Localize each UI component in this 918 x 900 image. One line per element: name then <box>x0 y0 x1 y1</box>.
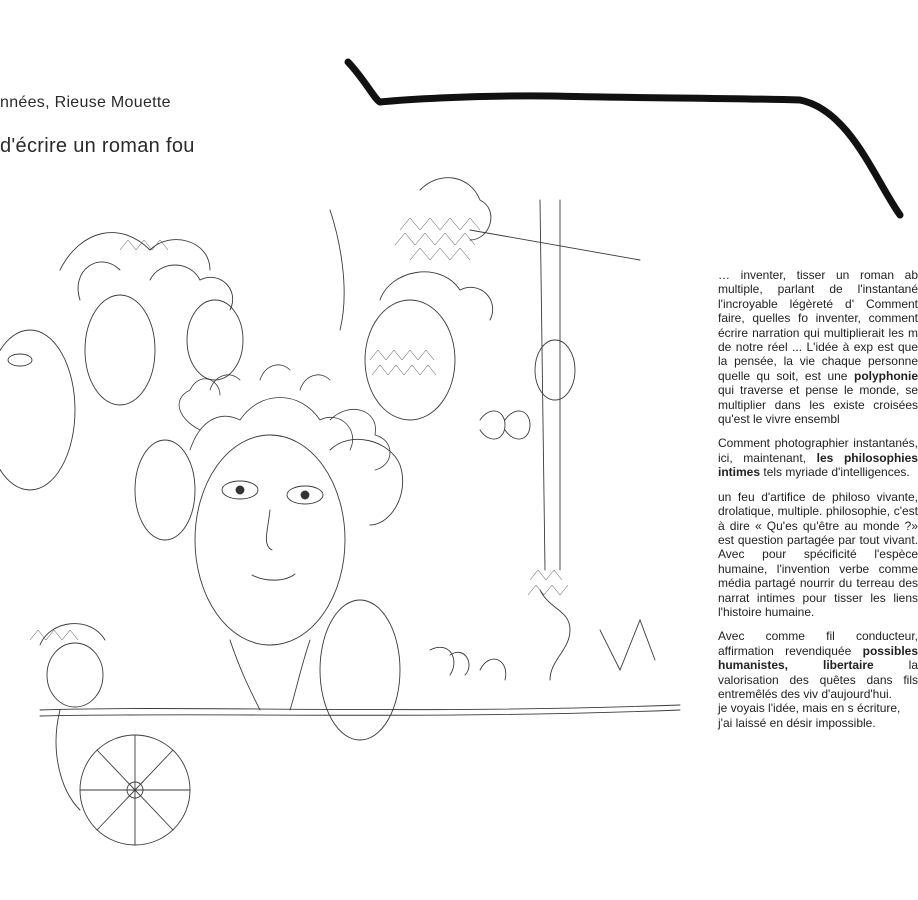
text-p2-bold: les philosophies intimes <box>718 450 918 480</box>
paragraph-1 <box>718 268 918 426</box>
paragraph-3 <box>718 490 918 620</box>
text-column <box>718 268 918 730</box>
header-line-1: nnées, Rieuse Mouette <box>0 94 171 111</box>
line-a: je voyais l'idée, mais en s écriture, <box>718 701 901 716</box>
paragraph-4 <box>718 629 918 701</box>
text-p1-bold: polyphonie <box>854 368 918 383</box>
text-p1: … inventer, tisser un roman ab multiple, parlant de l'instantané l'incroyable légèreté d' Comment faire, quelles fo inventer, comment écrire narration qui multiplierait les m de notre réel ... L'idée à exp est que la pensée, la vie chaque personne quelle qu soit, est une <box>718 268 918 383</box>
paragraph-2 <box>718 436 918 479</box>
text-p4-bold: possibles humanistes, libertaire <box>718 643 918 673</box>
text-p4-tail: la valorisation des quêtes dans fils entremêlés des viv d'aujourd'hui. <box>718 658 918 701</box>
header-line-2: d'écrire un roman fou <box>0 135 195 157</box>
line-b: j'ai laissé en désir impossible. <box>718 715 876 730</box>
text-p2-tail: tels myriade d'intelligences. <box>763 465 910 480</box>
text-p1-tail: qui traverse et pense le monde, se multiplier dans les existe croisées qu'est le vivre ensembl <box>718 383 918 427</box>
ink-sketch-illustration <box>0 150 720 860</box>
text-p2: Comment photographier instantanés, ici, maintenant, <box>718 436 918 465</box>
text-p4: Avec comme fil conducteur, affirmation revendiquée <box>718 629 918 658</box>
text-p3: un feu d'artifice de philoso vivante, drolatique, multiple. philosophie, c'est à dire « Qu'es qu'être au monde ?» est question partagée par tout vivant. Avec pour spécificité l'espèce humaine, l'invention verbe comme média partagé nourrir du terreau des narrat intimes pour tisser les liens l'histoire humaine. <box>718 489 918 619</box>
